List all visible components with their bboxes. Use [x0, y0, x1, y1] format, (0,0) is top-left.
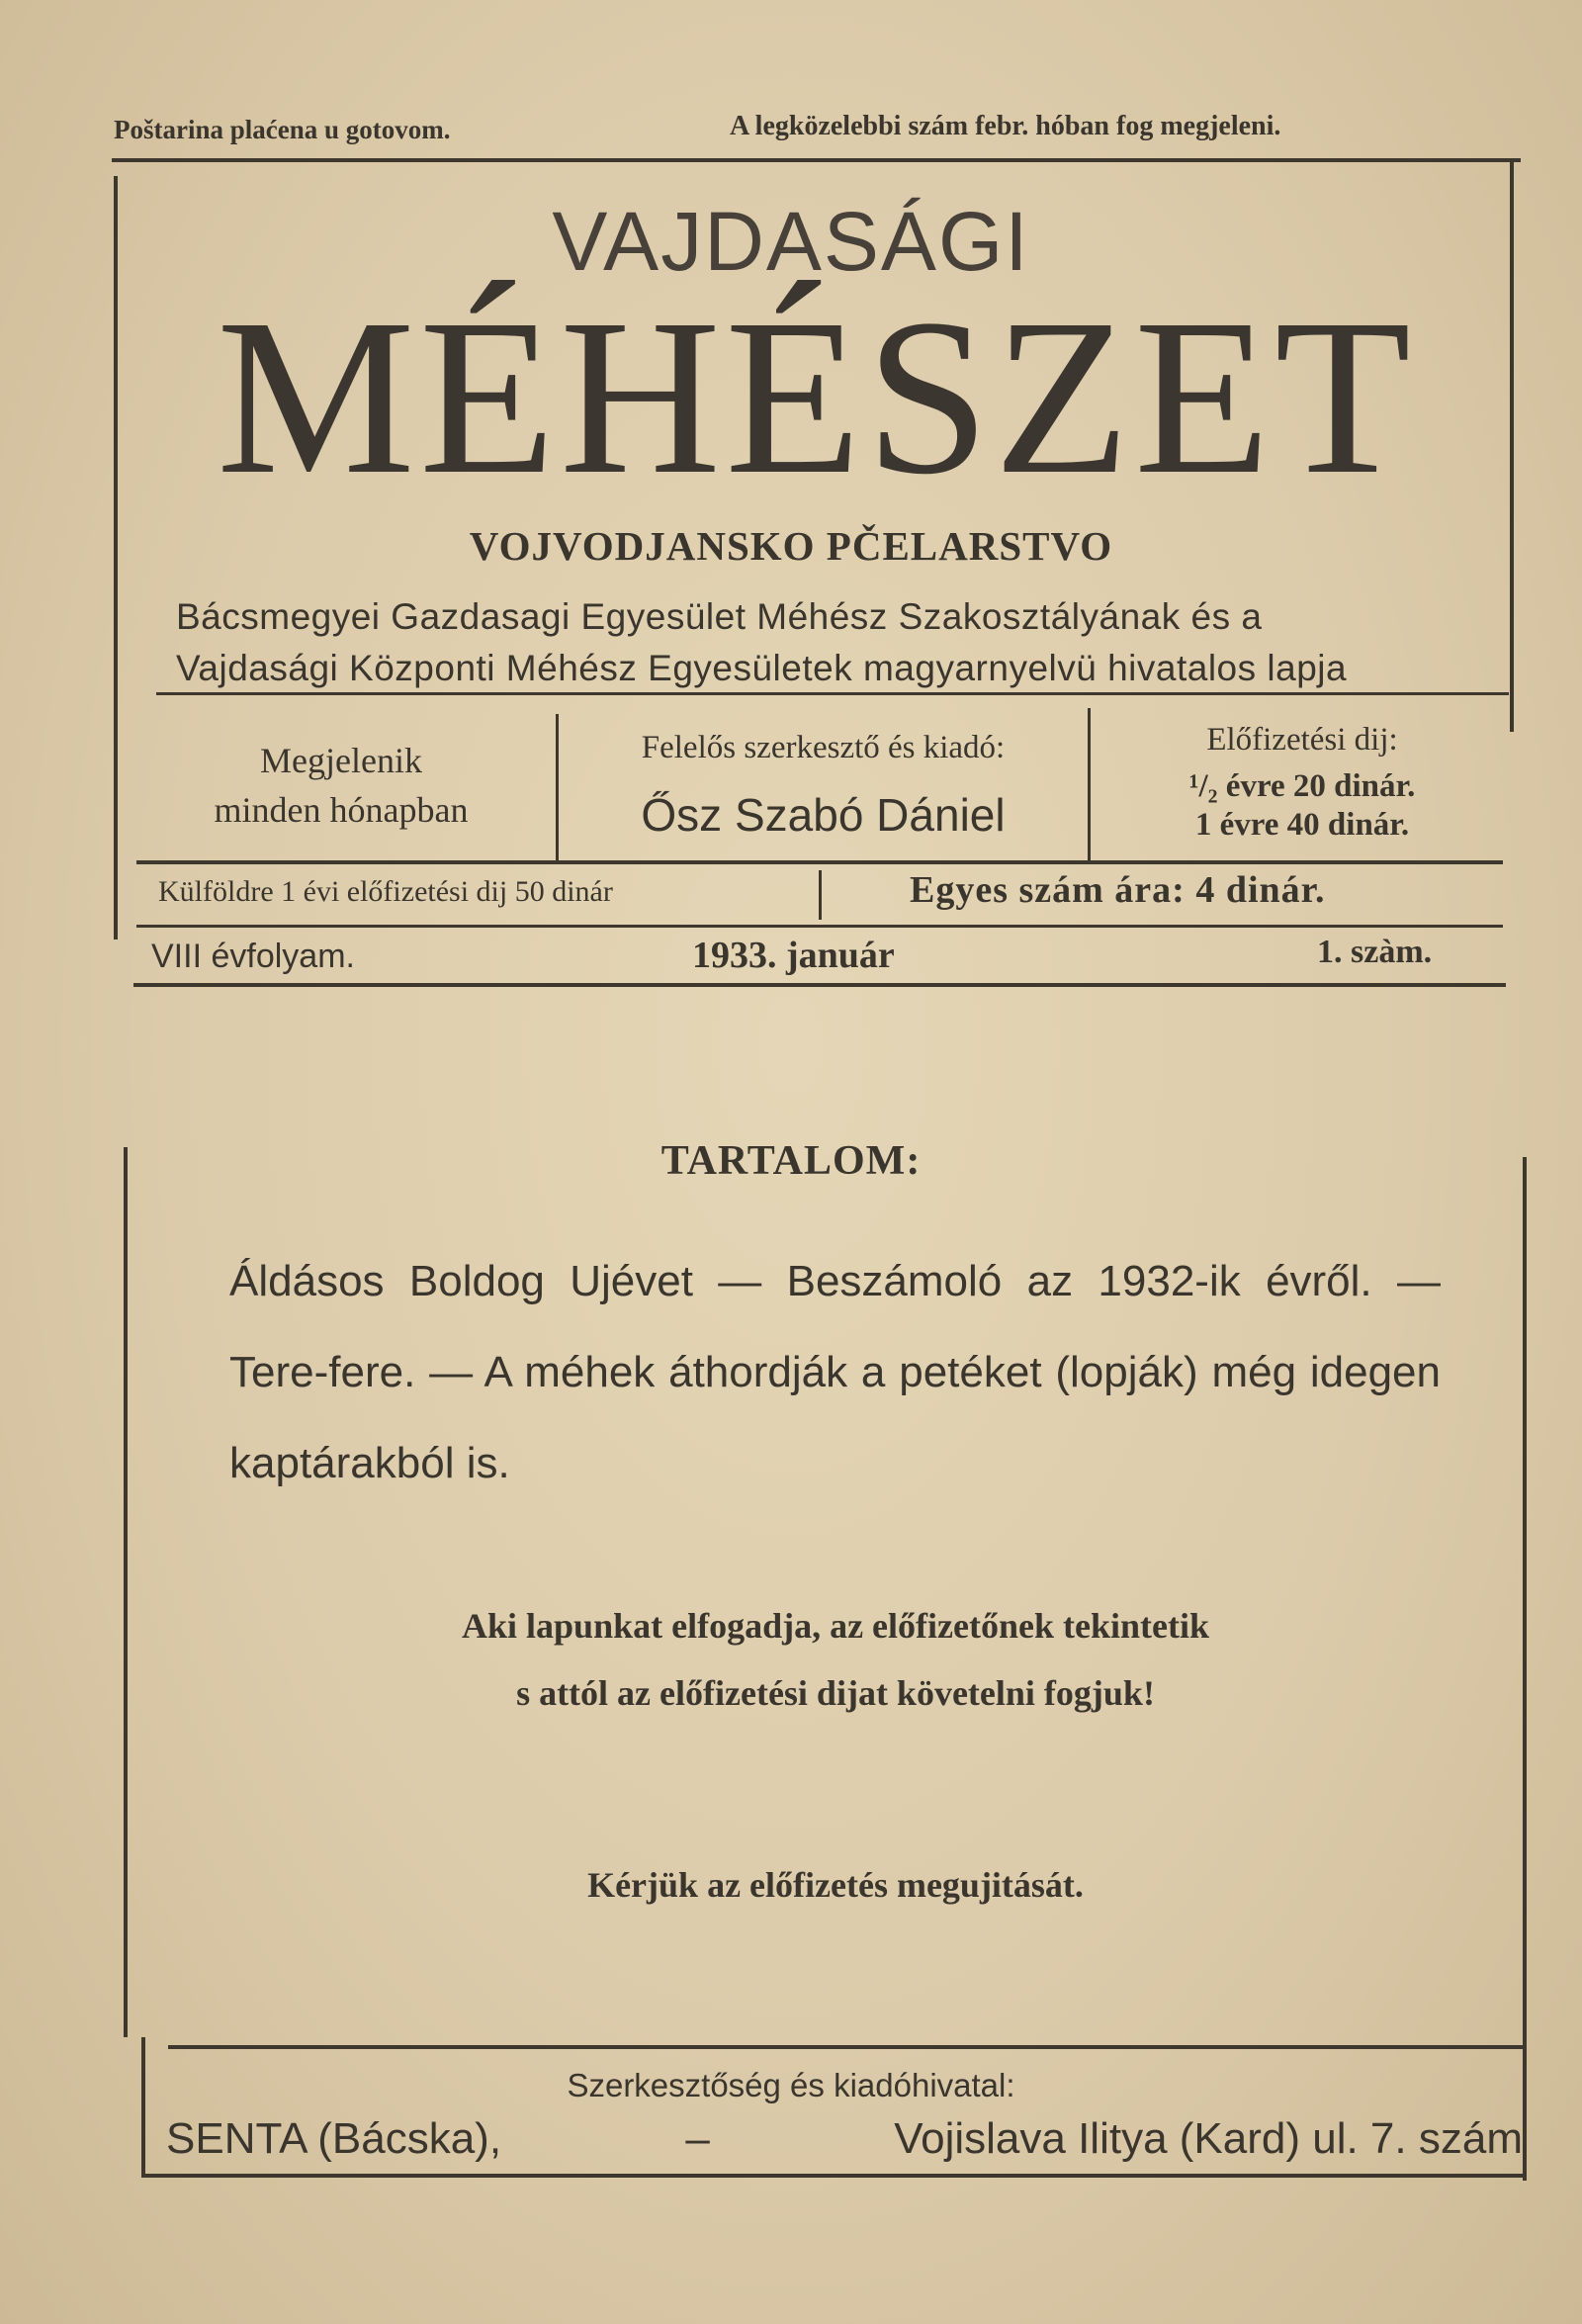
- issue-date: 1933. január: [692, 935, 895, 976]
- masthead-kicker: VAJDASÁGI: [552, 195, 1030, 288]
- footer-bottom-rule: [141, 2174, 1526, 2178]
- masthead-bottom-rule: [156, 692, 1509, 695]
- frequency-label: Megjelenik: [260, 741, 422, 780]
- renewal-note: Kérjük az előfizetés megujitását.: [587, 1865, 1084, 1905]
- subscription-label: Előfizetési dij:: [1206, 722, 1398, 758]
- subscription-half-year: ¹/₂ évre 20 dinár.: [1188, 768, 1416, 804]
- pricing-divider: [819, 870, 822, 920]
- issue-number: 1. szàm.: [1317, 934, 1433, 970]
- official-line-2: Vajdasági Központi Méhész Egyesületek magyarnyelvü hivatalos lapja: [176, 648, 1348, 688]
- subscription-cell: [1099, 722, 1505, 844]
- postage-note: Poštarina plaćena u gotovom.: [114, 115, 451, 144]
- editor-cell: [569, 730, 1078, 842]
- frequency-value: minden hónapban: [214, 790, 469, 830]
- contents-title: TARTALOM:: [660, 1138, 922, 1184]
- volume: VIII évfolyam.: [151, 938, 355, 975]
- info-bottom-rule: [136, 860, 1503, 864]
- info-divider-2: [1088, 708, 1091, 860]
- official-line-1: Bácsmegyei Gazdasagi Egyesület Méhész Szakosztályának és a: [176, 596, 1263, 637]
- notice: [198, 1592, 1473, 1727]
- contents-body: Áldásos Boldog Ujévet — Beszámoló az 1932-ik évről. — Tere-fere. — A méhek áthordják a petéket (lopják) még idegen kaptárakból is.: [229, 1257, 1441, 1487]
- footer-label: Szerkesztőség és kiadóhivatal:: [567, 2067, 1015, 2103]
- notice-line-2: s attól az előfizetési dijat követelni fogjuk!: [516, 1673, 1155, 1713]
- frame-left-lower: [124, 1147, 128, 2037]
- notice-line-1: Aki lapunkat elfogadja, az előfizetőnek tekintetik: [462, 1606, 1209, 1646]
- frame-left-footer: [141, 2037, 145, 2176]
- issue-bottom-rule: [133, 983, 1506, 987]
- next-issue-note: A legközelebbi szám febr. hóban fog megjeleni.: [730, 111, 1281, 141]
- masthead-title: MÉHÉSZET: [216, 273, 1416, 520]
- footer-top-rule: [168, 2045, 1523, 2049]
- pricing-bottom-rule: [136, 925, 1503, 928]
- frame-right-lower: [1523, 1157, 1527, 2181]
- single-issue-price: Egyes szám ára: 4 dinár.: [910, 869, 1326, 911]
- subscription-year: 1 évre 40 dinár.: [1194, 807, 1410, 843]
- info-divider-1: [556, 714, 559, 860]
- footer-address: [166, 2114, 1523, 2164]
- foreign-price: Külföldre 1 évi előfizetési dij 50 dinár: [158, 875, 613, 908]
- official-statement: [176, 591, 1471, 694]
- footer-town: SENTA (Bácska),: [166, 2114, 502, 2163]
- masthead-subtitle: VOJVODJANSKO PČELARSTVO: [469, 523, 1113, 569]
- top-rule: [112, 158, 1521, 162]
- footer-street: Vojislava Ilitya (Kard) ul. 7. szám: [894, 2114, 1523, 2163]
- frequency-cell: [133, 740, 549, 831]
- footer-dash: –: [685, 2114, 710, 2163]
- editor-label: Felelős szerkesztő és kiadó:: [641, 730, 1006, 765]
- editor-name: Ősz Szabó Dániel: [641, 789, 1006, 841]
